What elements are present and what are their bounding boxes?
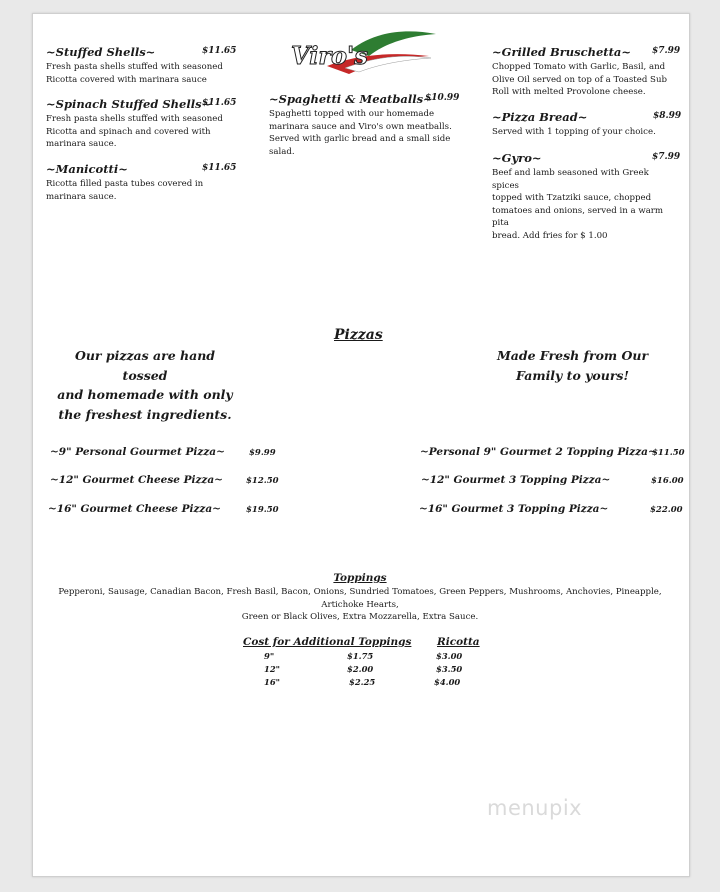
item-title: ~Spaghetti & Meatballs~: [269, 92, 433, 106]
menu-item-grilled-bruschetta: [492, 45, 681, 99]
item-title: ~Manicotti~: [46, 162, 128, 176]
pizza-price: $11.50: [652, 448, 685, 458]
menu-item-stuffed-shells: [46, 45, 237, 86]
pizza-price: $19.50: [246, 505, 279, 515]
pizza-name: ~12" Gourmet Cheese Pizza~: [50, 474, 223, 486]
pizza-price: $12.50: [246, 476, 279, 486]
item-title: ~Stuffed Shells~: [46, 45, 156, 59]
item-title: ~Grilled Bruschetta~: [492, 45, 631, 59]
item-title: ~Pizza Bread~: [492, 110, 588, 124]
pizza-price: $16.00: [651, 476, 684, 486]
pizza-price: $22.00: [650, 505, 683, 515]
pizza-name: ~16" Gourmet 3 Topping Pizza~: [419, 503, 609, 515]
pizza-name: ~Personal 9" Gourmet 2 Topping Pizza~: [420, 446, 657, 458]
item-title: ~Spinach Stuffed Shells~: [46, 97, 212, 111]
pizza-name: ~12" Gourmet 3 Topping Pizza~: [421, 474, 611, 486]
cost-size: 9": [264, 651, 275, 661]
cost-size: 16": [264, 677, 281, 687]
menu-item-spaghetti-meatballs: [269, 92, 460, 158]
pizza-tagline-left: Our pizzas are hand tossed and homemade with only the freshest ingredients.: [57, 348, 233, 422]
item-desc: Spaghetti topped with our homemade marinara sauce and Viro's own meatballs. Served with garlic bread and a small side salad.: [269, 109, 452, 157]
item-price: $10.99: [425, 93, 460, 103]
item-price: $11.65: [202, 98, 237, 108]
cost-toppings-heading: Cost for Additional Toppings: [243, 636, 412, 648]
item-desc: Beef and lamb seasoned with Greek spices topped with Tzatziki sauce, chopped tomatoes and onions, served in a warm pita bread. Add fries for $ 1.00: [492, 168, 664, 241]
pizzas-heading: Pizzas: [334, 327, 383, 343]
cost-topping-price: $2.00: [347, 664, 374, 674]
item-price: $8.99: [653, 111, 682, 121]
item-desc: Served with 1 topping of your choice.: [492, 127, 656, 137]
item-price: $7.99: [652, 152, 681, 162]
pizza-name: ~9" Personal Gourmet Pizza~: [50, 446, 225, 458]
cost-size: 12": [264, 664, 281, 674]
menu-item-spinach-stuffed-shells: [46, 97, 237, 151]
pizza-tagline-right: Made Fresh from Our Family to yours!: [496, 348, 649, 383]
toppings-heading: Toppings: [333, 572, 387, 584]
menu-item-gyro: [492, 151, 681, 243]
viros-logo: [289, 30, 439, 75]
item-desc: Fresh pasta shells stuffed with seasoned Ricotta covered with marinara sauce: [46, 62, 223, 85]
item-price: $11.65: [202, 46, 237, 56]
item-price: $7.99: [652, 46, 681, 56]
toppings-list: Pepperoni, Sausage, Canadian Bacon, Fresh Basil, Bacon, Onions, Sundried Tomatoes, Green Peppers, Mushrooms, Anchovies, Pineapple, Artichoke Hearts, Green or Black Olives, Extra Mozzarella, Extra Sauce.: [58, 587, 662, 623]
cost-topping-price: $2.25: [349, 677, 376, 687]
item-desc: Fresh pasta shells stuffed with seasoned Ricotta and spinach and covered with marinara sauce.: [46, 114, 223, 150]
cost-ricotta-price: $3.50: [436, 664, 463, 674]
pizza-price: $9.99: [249, 448, 276, 458]
menupix-watermark: menupix: [487, 796, 583, 820]
item-price: $11.65: [202, 163, 237, 173]
item-desc: Chopped Tomato with Garlic, Basil, and Olive Oil served on top of a Toasted Sub Roll with melted Provolone cheese.: [492, 62, 667, 98]
menu-item-pizza-bread: [492, 110, 682, 139]
cost-topping-price: $1.75: [347, 651, 374, 661]
pizza-name: ~16" Gourmet Cheese Pizza~: [48, 503, 221, 515]
cost-ricotta-price: $4.00: [434, 677, 461, 687]
cost-ricotta-price: $3.00: [436, 651, 463, 661]
menu-item-manicotti: [46, 162, 237, 203]
logo-text: Viro's: [291, 41, 368, 70]
item-title: ~Gyro~: [492, 151, 542, 165]
ricotta-heading: Ricotta: [437, 636, 480, 648]
item-desc: Ricotta filled pasta tubes covered in marinara sauce.: [46, 179, 204, 202]
